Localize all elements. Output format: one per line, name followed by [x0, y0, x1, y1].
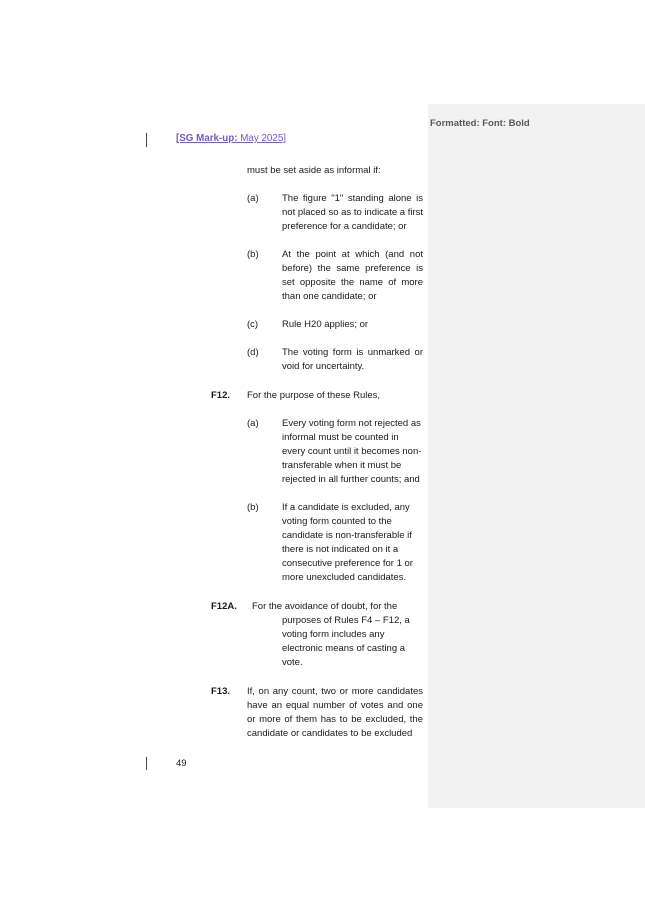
rule-f13-number: F13. [211, 686, 231, 697]
markup-prefix: [SG Mark-up: [176, 133, 238, 144]
markup-header [176, 133, 286, 144]
comments-pane [428, 104, 645, 808]
f12-item-b-label: (b) [247, 502, 259, 513]
change-bar-top [146, 133, 147, 147]
f11-item-a-label: (a) [247, 193, 259, 204]
f11-item-c-label: (c) [247, 319, 259, 330]
page-number: 49 [176, 758, 187, 769]
comment-format-label: Formatted: Font: Bold [430, 118, 530, 129]
f12-item-a-text: Every voting form not rejected as informal must be counted in every count until it becomes non-transferable when it must be rejected in all further counts; and [282, 418, 422, 485]
f11-item-d-label: (d) [247, 347, 259, 358]
rule-f12a-first-line: For the avoidance of doubt, for the [252, 601, 398, 612]
rule-f12-text: For the purpose of these Rules, [247, 390, 381, 401]
intro-line: must be set aside as informal if: [247, 165, 381, 176]
rule-f12a-text: purposes of Rules F4 – F12, a voting form includes any electronic means of casting a vote. [282, 615, 410, 668]
f11-item-a-text: The figure "1" standing alone is not placed so as to indicate a first preference for a candidate; or [282, 193, 423, 232]
f12-item-a-label: (a) [247, 418, 259, 429]
f11-item-b-label: (b) [247, 249, 259, 260]
rule-f13-text: If, on any count, two or more candidates have an equal number of votes and one or more of them has to be excluded, the candidate or candidates to be excluded [247, 686, 423, 739]
f11-item-c-text: Rule H20 applies; or [282, 319, 369, 330]
markup-date: May 2025] [240, 133, 286, 144]
f11-item-d-text: The voting form is unmarked or void for uncertainty. [282, 347, 423, 372]
rule-f12-number: F12. [211, 390, 231, 401]
f12-item-b-text: If a candidate is excluded, any voting form counted to the candidate is non-transferable if there is not indicated on it a consecutive preference for 1 or more unexcluded candidates. [282, 502, 413, 583]
rule-f12a-number: F12A. [211, 601, 237, 612]
f11-item-b-text: At the point at which (and not before) the same preference is set opposite the name of more than one candidate; or [282, 249, 423, 302]
change-bar-bottom [146, 757, 147, 770]
